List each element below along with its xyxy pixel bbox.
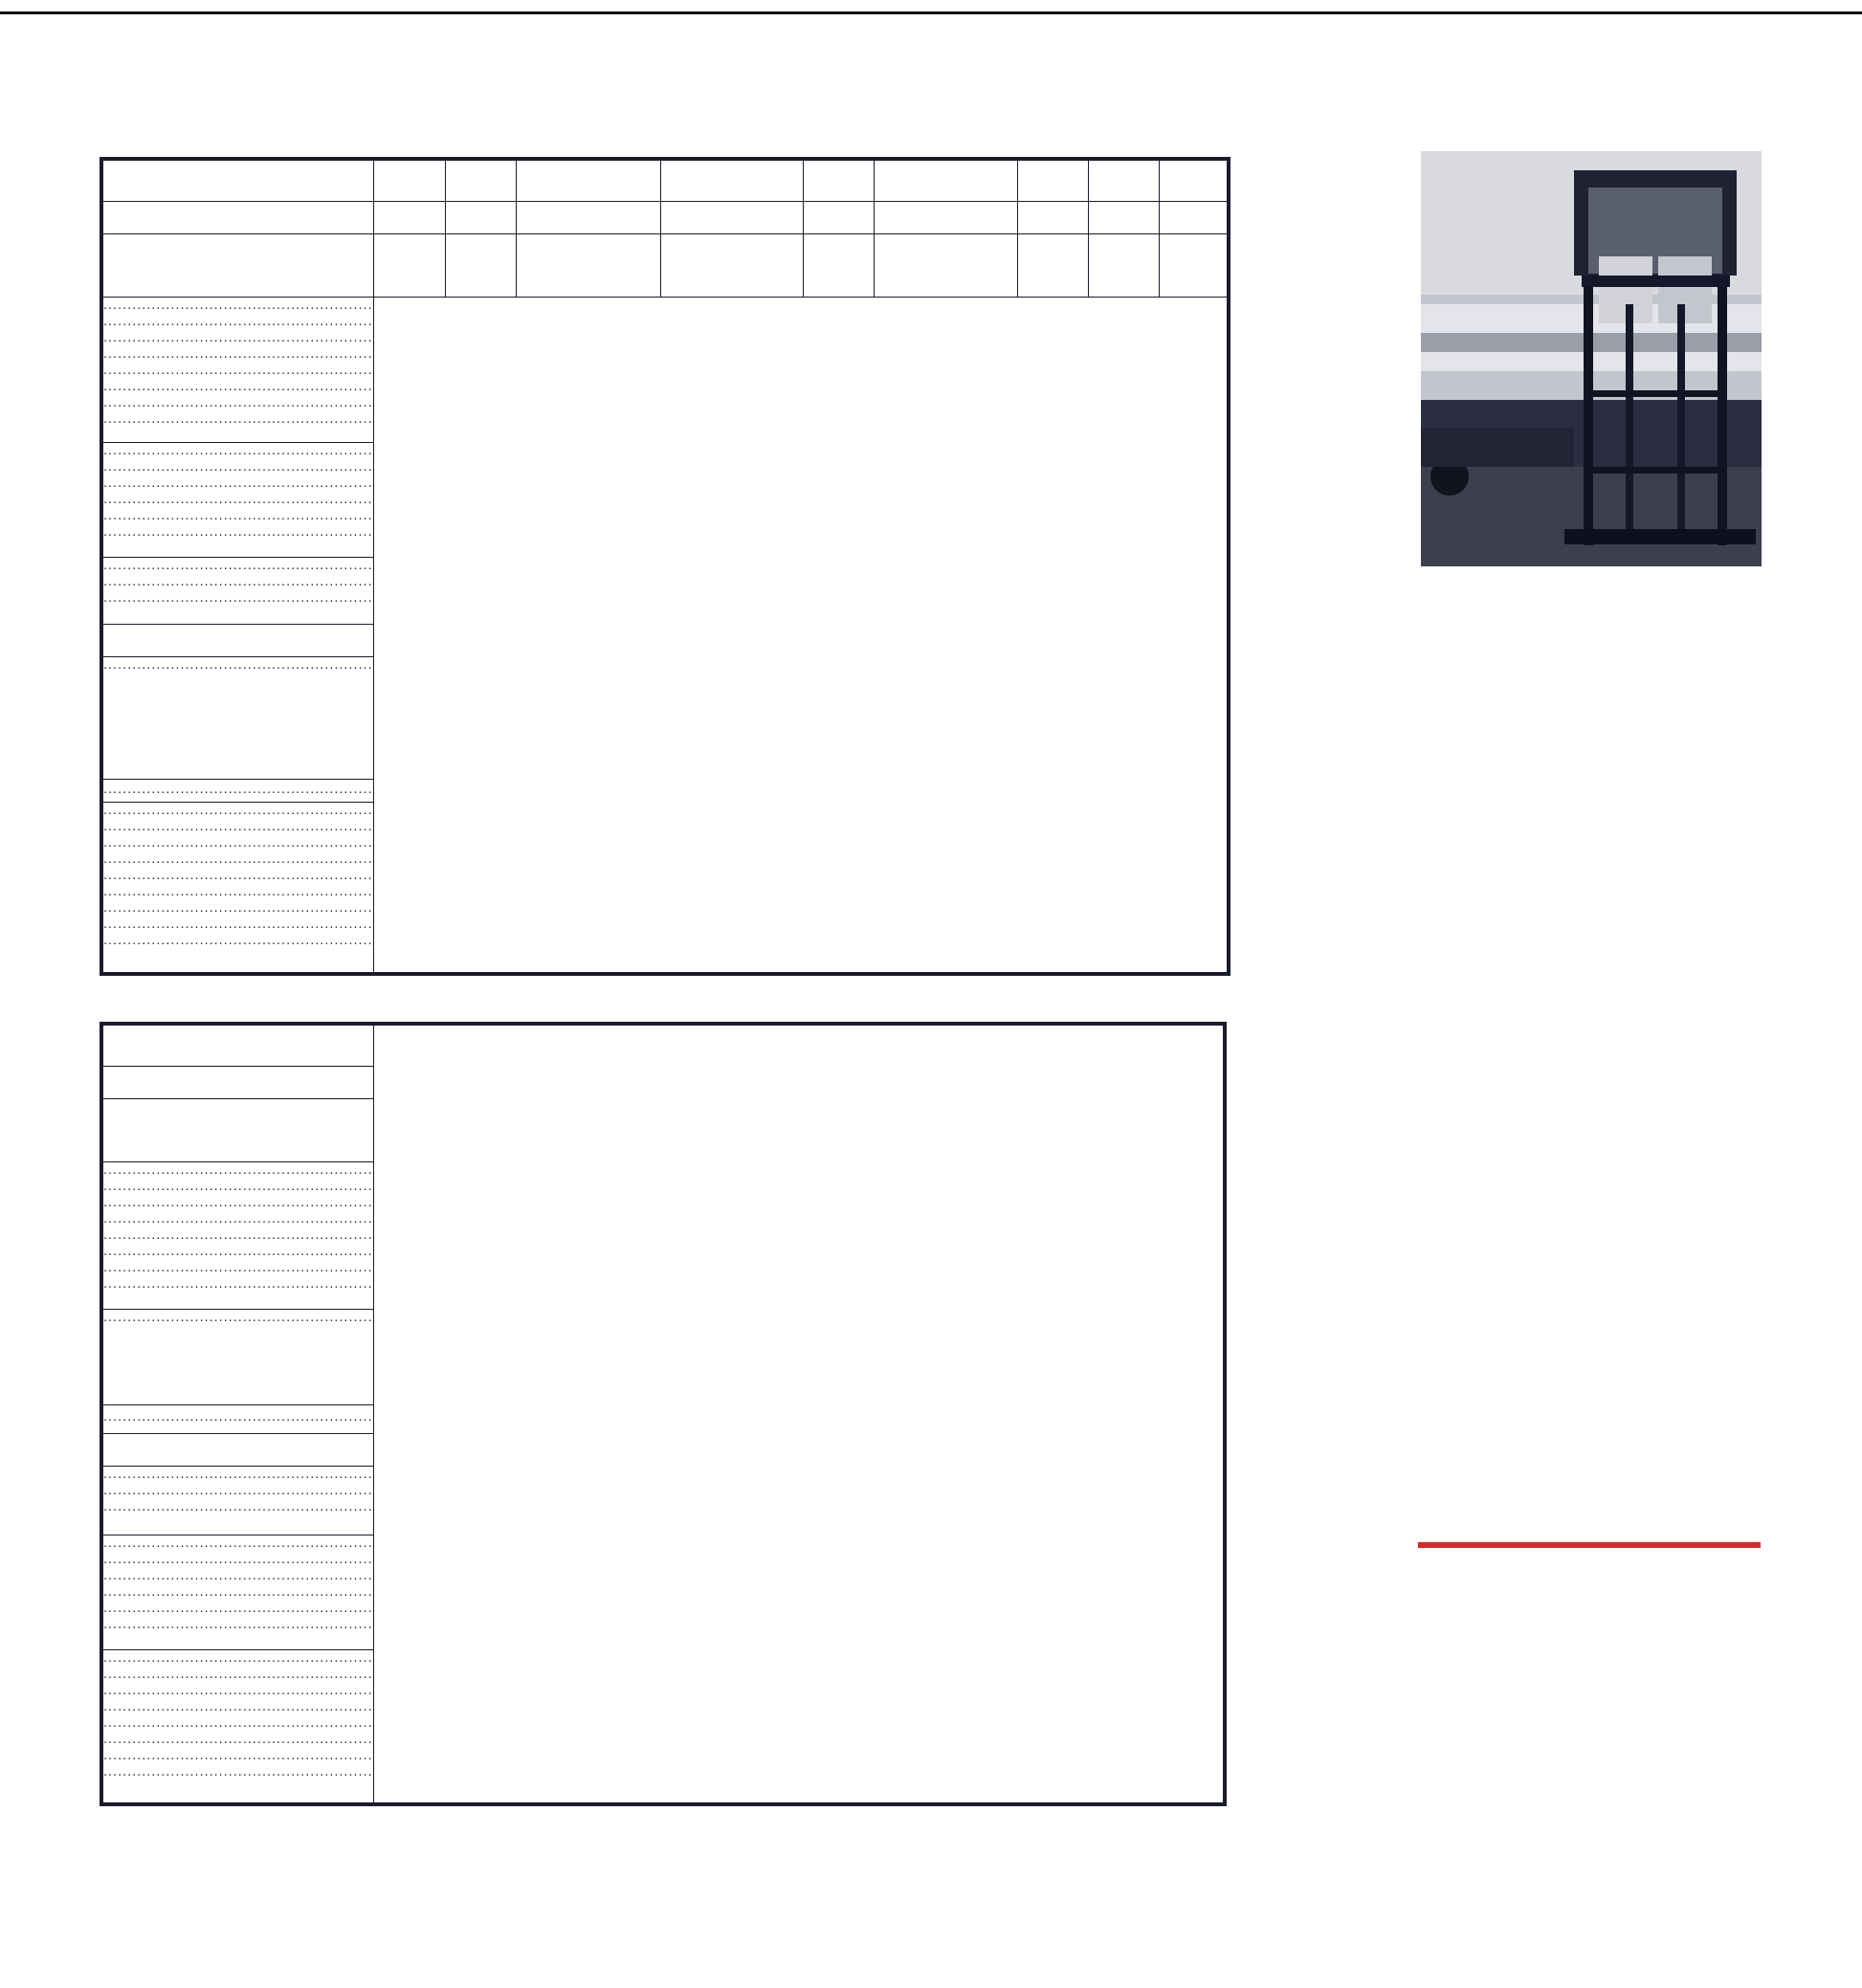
aircraft-type	[874, 201, 1017, 233]
station-row	[103, 933, 373, 949]
flight-number	[1088, 159, 1159, 201]
dot-leader	[103, 1310, 373, 1326]
days-operated	[803, 233, 874, 297]
dot-leader	[103, 1195, 373, 1211]
dot-leader	[103, 1568, 373, 1584]
station-row	[103, 574, 373, 590]
station-group	[101, 1309, 373, 1404]
days-operated-label	[101, 1098, 373, 1161]
station-row	[103, 1310, 373, 1326]
aircraft-type	[373, 201, 445, 233]
dot-leader	[103, 884, 373, 900]
station-row	[103, 1179, 373, 1195]
flight-number	[516, 159, 660, 201]
station-group	[101, 1649, 373, 1804]
station-row	[103, 657, 373, 674]
dot-leader	[103, 346, 373, 363]
eastbound-timetable	[100, 1022, 1227, 1806]
station-row	[103, 1467, 373, 1483]
dot-leader	[103, 363, 373, 379]
station-group	[101, 1404, 373, 1433]
station-group	[101, 779, 373, 802]
dot-leader	[103, 1764, 373, 1780]
station-row	[103, 314, 373, 330]
dot-leader	[103, 1584, 373, 1601]
dot-leader	[103, 1162, 373, 1179]
dot-leader	[103, 1601, 373, 1617]
station-row	[103, 900, 373, 917]
aircraft-label	[101, 201, 373, 233]
dot-leader	[103, 508, 373, 524]
station-row	[103, 835, 373, 851]
station-row	[103, 917, 373, 933]
station-group	[101, 297, 373, 442]
days-operated	[373, 233, 445, 297]
dot-leader	[103, 1499, 373, 1515]
days-operated	[1088, 233, 1159, 297]
station-row	[103, 1732, 373, 1748]
flight-number	[1159, 159, 1229, 201]
station-row	[103, 1552, 373, 1568]
dot-leader	[103, 298, 373, 314]
freighter-loading-photo	[1421, 151, 1762, 566]
aircraft-type	[445, 201, 516, 233]
dot-leader	[103, 851, 373, 868]
aircraft-label	[101, 1066, 373, 1098]
station-row	[103, 443, 373, 459]
dot-leader	[103, 1467, 373, 1483]
dot-leader	[103, 1667, 373, 1683]
dot-leader	[103, 803, 373, 819]
date-line-label	[101, 624, 373, 656]
dot-leader	[103, 524, 373, 541]
station-row	[103, 346, 373, 363]
station-row	[103, 508, 373, 524]
dot-leader	[103, 379, 373, 395]
station-row	[103, 395, 373, 411]
dot-leader	[103, 819, 373, 835]
dot-leader	[103, 574, 373, 590]
dot-leader	[103, 1244, 373, 1260]
station-group	[101, 1161, 373, 1309]
station-row	[103, 590, 373, 607]
station-row	[103, 1568, 373, 1584]
station-row	[103, 1650, 373, 1667]
dot-leader	[103, 1552, 373, 1568]
station-group	[101, 1466, 373, 1535]
aircraft-type	[1159, 201, 1229, 233]
station-row	[103, 1211, 373, 1227]
flight-number-label	[101, 1024, 373, 1066]
station-row	[103, 1683, 373, 1699]
dot-leader	[103, 1227, 373, 1244]
dot-leader	[103, 835, 373, 851]
dot-leader	[103, 330, 373, 346]
station-group	[101, 802, 373, 974]
flight-number-label	[101, 159, 373, 201]
station-group	[101, 557, 373, 624]
dot-leader	[103, 917, 373, 933]
station-row	[103, 1699, 373, 1715]
aircraft-type	[1088, 201, 1159, 233]
dot-leader	[103, 1650, 373, 1667]
station-row	[103, 492, 373, 508]
station-row	[103, 1227, 373, 1244]
station-row	[103, 1617, 373, 1633]
station-group	[101, 1535, 373, 1649]
dot-leader	[103, 782, 373, 798]
days-operated	[1159, 233, 1229, 297]
dot-leader	[103, 443, 373, 459]
dot-leader	[103, 1409, 373, 1425]
station-row	[103, 459, 373, 475]
top-rule	[0, 11, 1862, 14]
dot-leader	[103, 1683, 373, 1699]
station-row	[103, 851, 373, 868]
dot-leader	[103, 1211, 373, 1227]
days-operated	[874, 233, 1017, 297]
station-row	[103, 1601, 373, 1617]
dot-leader	[103, 1483, 373, 1499]
station-row	[103, 1276, 373, 1292]
dot-leader	[103, 314, 373, 330]
aircraft-type	[516, 201, 660, 233]
aircraft-type	[660, 201, 803, 233]
dot-leader	[103, 1748, 373, 1764]
dot-leader	[103, 1732, 373, 1748]
station-row	[103, 1244, 373, 1260]
station-row	[103, 1483, 373, 1499]
station-row	[103, 411, 373, 428]
dot-leader	[103, 492, 373, 508]
station-row	[103, 1260, 373, 1276]
date-line-label	[101, 1433, 373, 1466]
station-group	[101, 656, 373, 779]
station-row	[103, 1748, 373, 1764]
red-divider	[1418, 1542, 1761, 1548]
days-operated	[660, 233, 803, 297]
station-row	[103, 1764, 373, 1780]
station-row	[103, 1162, 373, 1179]
days-operated	[1017, 233, 1088, 297]
dot-leader	[103, 1179, 373, 1195]
dot-leader	[103, 475, 373, 492]
dot-leader	[103, 657, 373, 674]
station-row	[103, 330, 373, 346]
dot-leader	[103, 590, 373, 607]
dot-leader	[103, 558, 373, 574]
dot-leader	[103, 1276, 373, 1292]
dot-leader	[103, 1535, 373, 1552]
station-row	[103, 1584, 373, 1601]
dot-leader	[103, 1617, 373, 1633]
flight-number	[445, 159, 516, 201]
station-row	[103, 1715, 373, 1732]
dot-leader	[103, 411, 373, 428]
station-row	[103, 298, 373, 314]
dot-leader	[103, 1699, 373, 1715]
station-row	[103, 782, 373, 798]
freighter-loading-photo-art	[1421, 151, 1762, 566]
station-row	[103, 475, 373, 492]
dot-leader	[103, 933, 373, 949]
flight-number	[874, 159, 1017, 201]
station-row	[103, 1499, 373, 1515]
station-row	[103, 1195, 373, 1211]
flight-number	[373, 159, 445, 201]
station-row	[103, 1535, 373, 1552]
aircraft-type	[1017, 201, 1088, 233]
days-operated-label	[101, 233, 373, 297]
station-row	[103, 558, 373, 574]
dot-leader	[103, 868, 373, 884]
dot-leader	[103, 900, 373, 917]
flight-number	[803, 159, 874, 201]
station-row	[103, 1667, 373, 1683]
dot-leader	[103, 395, 373, 411]
dot-leader	[103, 1715, 373, 1732]
days-operated	[516, 233, 660, 297]
station-row	[103, 868, 373, 884]
station-row	[103, 803, 373, 819]
aircraft-type	[803, 201, 874, 233]
flight-number	[1017, 159, 1088, 201]
station-row	[103, 819, 373, 835]
flight-number	[660, 159, 803, 201]
dot-leader	[103, 459, 373, 475]
station-row	[103, 1409, 373, 1425]
westbound-timetable	[100, 157, 1230, 976]
station-row	[103, 363, 373, 379]
dot-leader	[103, 1260, 373, 1276]
station-row	[103, 379, 373, 395]
station-group	[101, 442, 373, 557]
days-operated	[445, 233, 516, 297]
station-row	[103, 884, 373, 900]
station-row	[103, 524, 373, 541]
